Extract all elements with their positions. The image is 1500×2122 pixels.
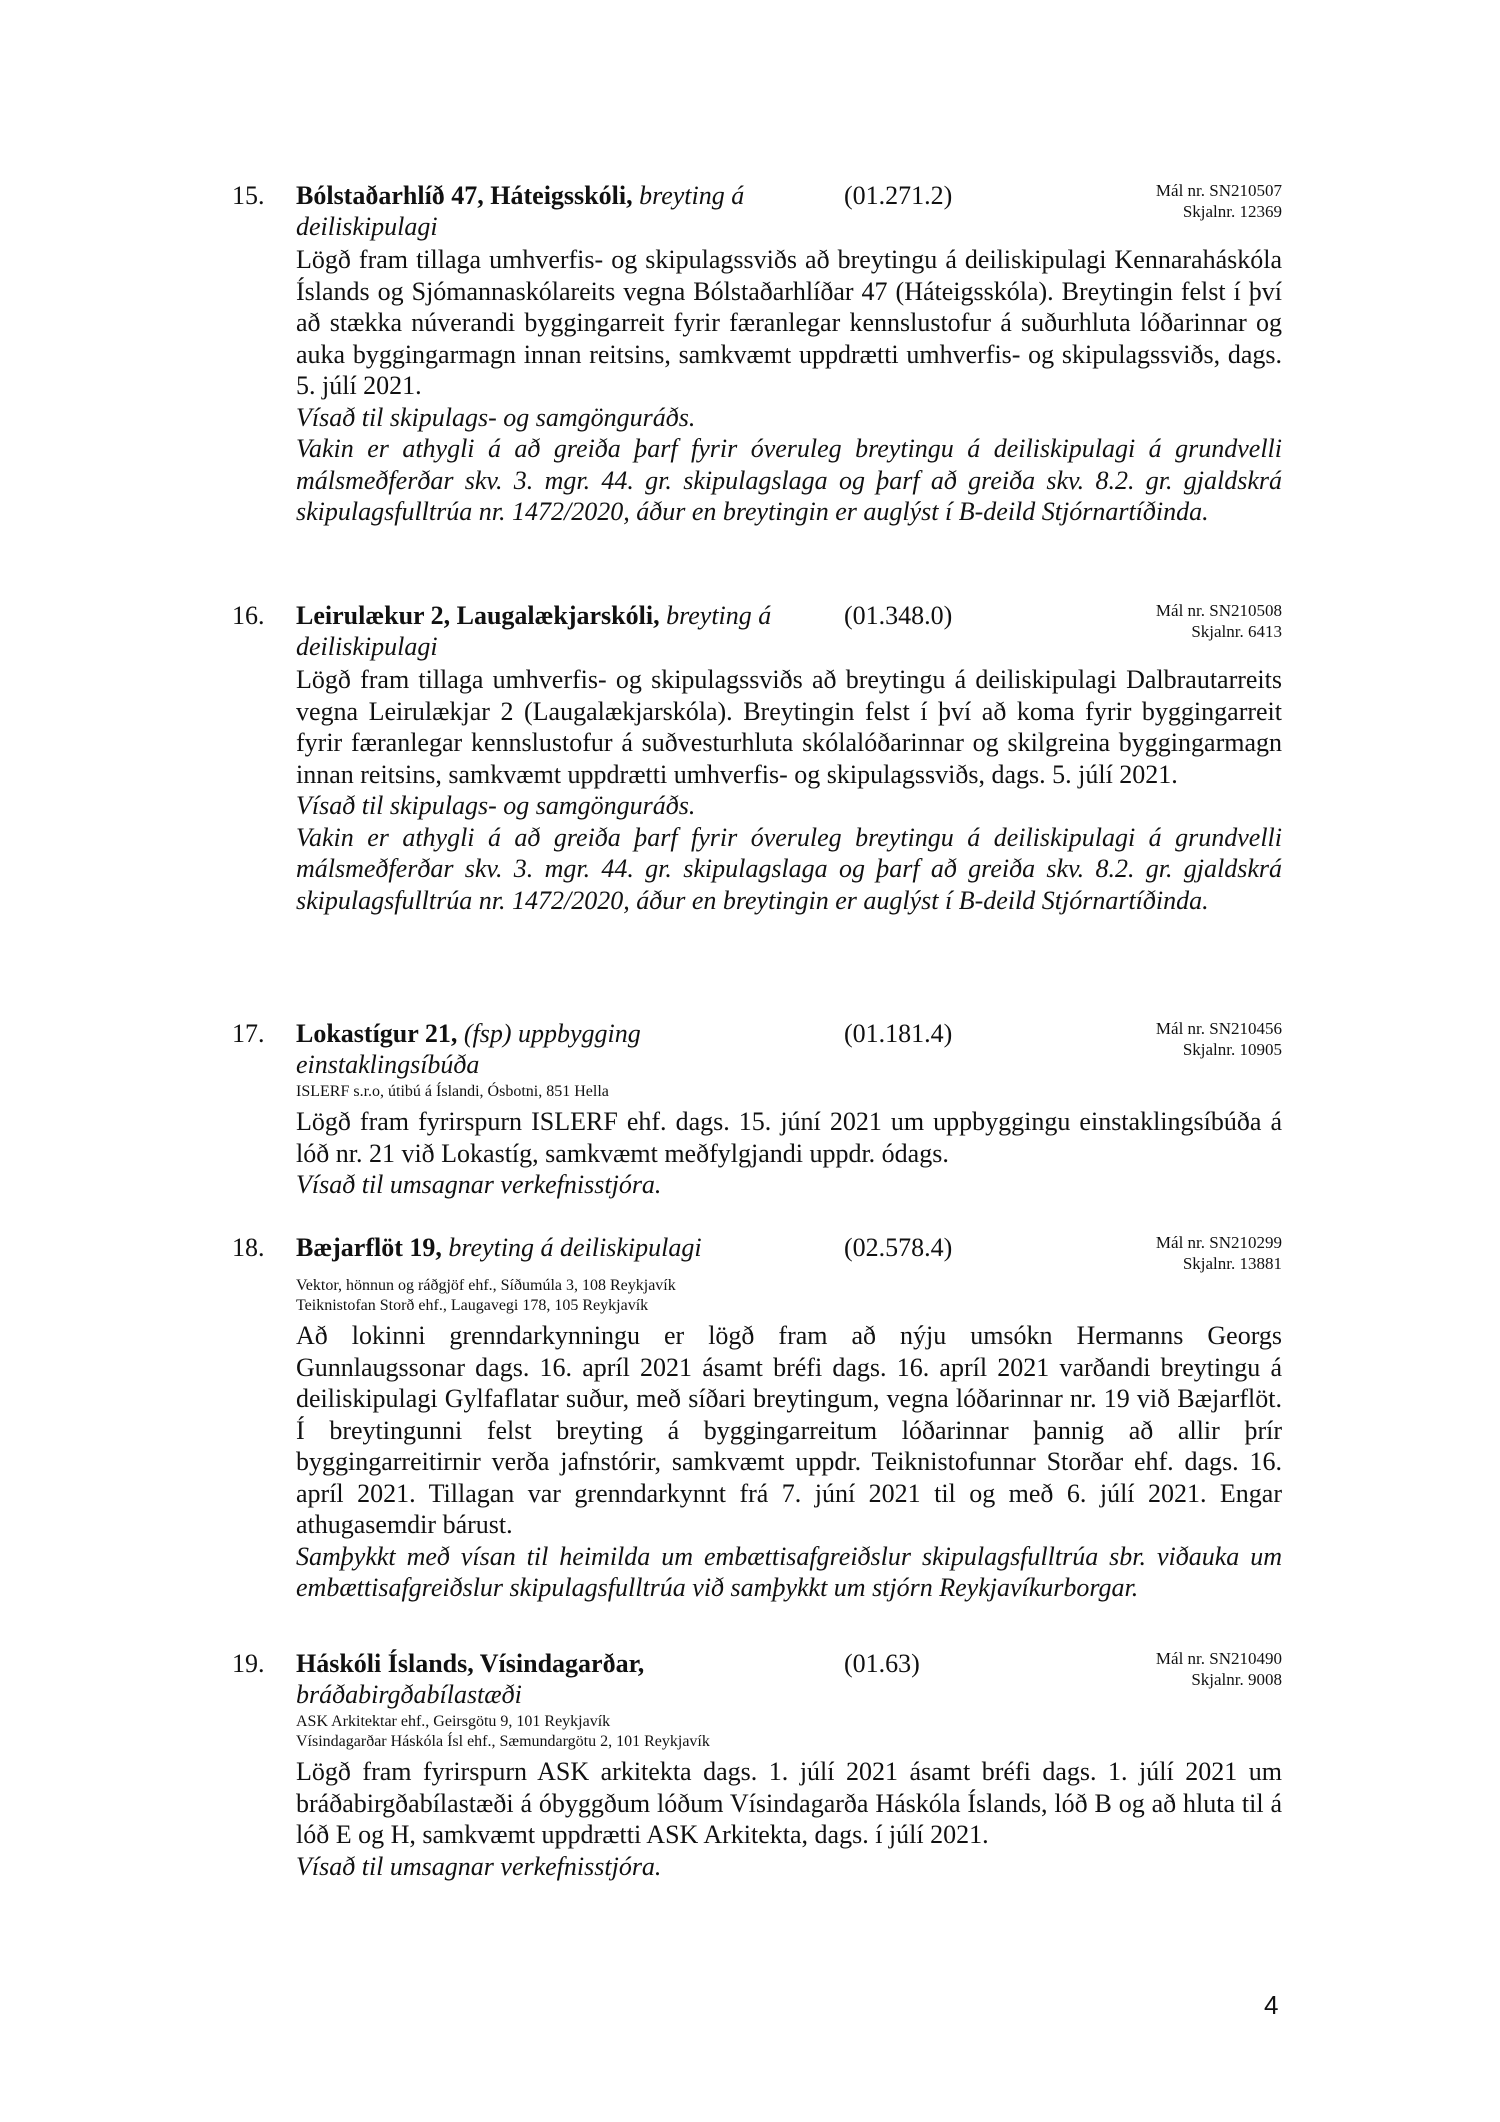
agenda-item-17 — [232, 1018, 1282, 1218]
agenda-item-19 — [232, 1648, 1282, 1908]
item-paragraph: Lögð fram tillaga umhverfis- og skipulagssviðs að breytingu á deiliskipulagi Kennaraháskóla Íslands og Sjómannaskólareits vegna Bólstaðarhlíðar 47 (Háteigsskóla). Breytingin felst í því að stækka núverandi byggingarreit fyrir færanlegar kennslustofur á suðurhluta lóðarinnar og auka byggingarmagn innan reitsins, samkvæmt uppdrætti umhverfis- og skipulagssviðs, dags. 5. júlí 2021. — [296, 245, 1282, 400]
item-title — [296, 1232, 836, 1263]
page-number: 4 — [1264, 1990, 1279, 2020]
item-refs — [1156, 180, 1282, 222]
item-title-bold: Bólstaðarhlíð 47, Háteigsskóli, — [296, 181, 633, 210]
item-paragraph: Lögð fram fyrirspurn ISLERF ehf. dags. 15. júní 2021 um uppbyggingu einstaklingsíbúða á lóð nr. 21 við Lokastíg, samkvæmt meðfylgjandi uppdr. ódags. — [296, 1107, 1282, 1168]
applicant: Vektor, hönnun og ráðgjöf ehf., Síðumúla 3, 108 Reykjavík — [296, 1277, 676, 1294]
mal-number: Mál nr. SN210456 — [1155, 1019, 1282, 1038]
item-title-italic: bráðabirgðabílastæði — [296, 1680, 522, 1709]
item-code: (01.63) — [844, 1649, 920, 1678]
item-applicants — [296, 1276, 1282, 1316]
item-title-bold: Lokastígur 21, — [296, 1019, 458, 1048]
item-title-italic: breyting á deiliskipulagi — [296, 181, 745, 241]
applicant: ASK Arkitektar ehf., Geirsgötu 9, 101 Reykjavík — [296, 1713, 611, 1730]
item-number: 19. — [232, 1649, 265, 1678]
skjal-number: Skjalnr. 13881 — [1182, 1254, 1282, 1273]
item-code: (01.271.2) — [844, 181, 953, 210]
applicant: ISLERF s.r.o, útibú á Íslandi, Ósbotni, 851 Hella — [296, 1083, 609, 1100]
item-body — [296, 244, 1282, 528]
item-body — [296, 664, 1282, 916]
item-title-italic: breyting á deiliskipulagi — [296, 601, 772, 661]
item-title — [296, 180, 836, 242]
item-decision: Vísað til skipulags- og samgönguráðs. — [296, 402, 696, 432]
item-title — [296, 1648, 716, 1710]
item-refs — [1156, 1232, 1282, 1274]
mal-number: Mál nr. SN210507 — [1155, 181, 1282, 200]
item-title-bold: Háskóli Íslands, Vísindagarðar, — [296, 1649, 645, 1678]
item-decision: Samþykkt með vísan til heimilda um embættisafgreiðslur skipulagsfulltrúa sbr. viðauka um embættisafgreiðslur skipulagsfulltrúa við samþykkt um stjórn Reykjavíkurborgar. — [296, 1541, 1282, 1602]
skjal-number: Skjalnr. 9008 — [1191, 1670, 1282, 1689]
item-paragraph: Að lokinni grenndarkynningu er lögð fram að nýju umsókn Hermanns Georgs Gunnlaugssonar dags. 16. apríl 2021 ásamt bréfi dags. 16. apríl 2021 varðandi breytingu á deiliskipulagi Gylfaflatar suður, með síðari breytingum, vegna lóðarinnar nr. 19 við Bæjarflöt. Í breytingunni felst breyting á byggingarreitum lóðarinnar þannig að allir þrír byggingarreitirnir verða jafnstórir, samkvæmt uppdr. Teiknistofunnar Storðar ehf. dags. 16. apríl 2021. Tillagan var grenndarkynnt frá 7. júní 2021 til og með 6. júlí 2021. Engar athugasemdir bárust. — [296, 1321, 1282, 1539]
item-refs — [1156, 600, 1282, 642]
item-title-italic: (fsp) uppbygging einstaklingsíbúða — [296, 1019, 641, 1079]
item-refs — [1156, 1018, 1282, 1060]
item-code: (02.578.4) — [844, 1233, 953, 1262]
item-title-bold: Leirulækur 2, Laugalækjarskóli, — [296, 601, 660, 630]
item-applicants — [296, 1712, 1282, 1752]
item-decision: Vísað til umsagnar verkefnisstjóra. — [296, 1170, 662, 1199]
applicant: Teiknistofan Storð ehf., Laugavegi 178, 105 Reykjavík — [296, 1297, 649, 1314]
item-note: Vakin er athygli á að greiða þarf fyrir óveruleg breytingu á deiliskipulagi á grundvelli málsmeðferðar skv. 3. mgr. 44. gr. skipulagslaga og þarf að greiða skv. 8.2. gr. gjaldskrá skipulagsfulltrúa nr. 1472/2020, áður en breytingin er auglýst í B-deild Stjórnartíðinda. — [296, 434, 1282, 526]
item-number: 17. — [232, 1019, 265, 1048]
agenda-item-15 — [232, 180, 1282, 580]
item-code: (01.348.0) — [844, 601, 953, 630]
item-title-bold: Bæjarflöt 19, — [296, 1233, 442, 1262]
item-paragraph: Lögð fram tillaga umhverfis- og skipulagssviðs að breytingu á deiliskipulagi Dalbrautarreits vegna Leirulækjar 2 (Laugalækjarskóla). Breytingin felst í því að koma fyrir byggingarreit fyrir færanlegar kennslustofur á suðvesturhluta skólalóðarinnar og skilgreina byggingarmagn innan reitsins, samkvæmt uppdrætti umhverfis- og skipulagssviðs, dags. 5. júlí 2021. — [296, 665, 1282, 789]
agenda-item-18 — [232, 1232, 1282, 1632]
mal-number: Mál nr. SN210490 — [1155, 1649, 1282, 1668]
skjal-number: Skjalnr. 12369 — [1182, 202, 1282, 221]
item-body — [296, 1106, 1282, 1201]
item-decision: Vísað til skipulags- og samgönguráðs. — [296, 791, 696, 820]
item-number: 18. — [232, 1233, 265, 1262]
item-code: (01.181.4) — [844, 1019, 953, 1048]
item-number: 16. — [232, 601, 265, 630]
item-body — [296, 1320, 1282, 1604]
item-note: Vakin er athygli á að greiða þarf fyrir óveruleg breytingu á deiliskipulagi á grundvelli málsmeðferðar skv. 3. mgr. 44. gr. skipulagslaga og þarf að greiða skv. 8.2. gr. gjaldskrá skipulagsfulltrúa nr. 1472/2020, áður en breytingin er auglýst í B-deild Stjórnartíðinda. — [296, 822, 1282, 915]
item-title — [296, 600, 836, 662]
item-applicants — [296, 1082, 1282, 1102]
item-body — [296, 1756, 1282, 1882]
applicant: Vísindagarðar Háskóla Ísl ehf., Sæmundargötu 2, 101 Reykjavík — [296, 1733, 710, 1750]
item-title-italic: breyting á deiliskipulagi — [448, 1233, 702, 1262]
item-title — [296, 1018, 816, 1080]
mal-number: Mál nr. SN210508 — [1155, 601, 1282, 620]
skjal-number: Skjalnr. 10905 — [1182, 1040, 1282, 1059]
skjal-number: Skjalnr. 6413 — [1191, 622, 1282, 641]
item-paragraph: Lögð fram fyrirspurn ASK arkitekta dags. 1. júlí 2021 ásamt bréfi dags. 1. júlí 2021 um bráðabirgðabílastæði á óbyggðum lóðum Vísindagarða Háskóla Íslands, lóð B og að hluta til á lóð E og H, samkvæmt uppdrætti ASK Arkitekta, dags. í júlí 2021. — [296, 1757, 1282, 1849]
item-number: 15. — [232, 181, 265, 210]
item-refs — [1156, 1648, 1282, 1690]
agenda-item-16 — [232, 600, 1282, 1000]
mal-number: Mál nr. SN210299 — [1155, 1233, 1282, 1252]
item-decision: Vísað til umsagnar verkefnisstjóra. — [296, 1851, 662, 1881]
